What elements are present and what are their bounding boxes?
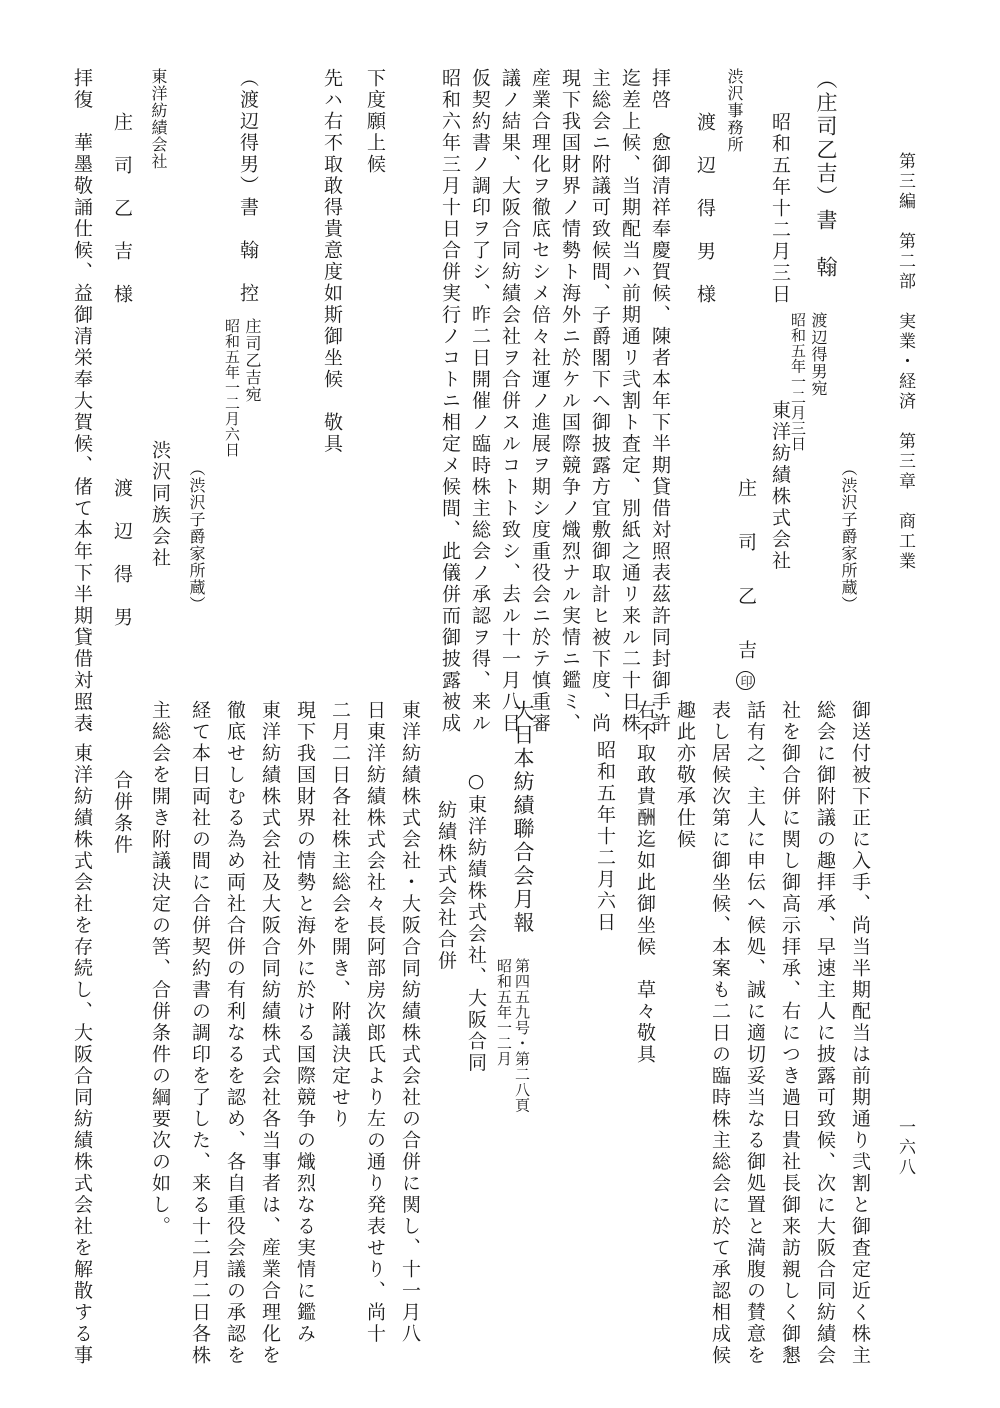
- letter2-line: 右不取敢貴酬迄如此御坐候 草々敬具: [634, 700, 656, 1066]
- letter1-line: 議ノ結果、大阪合同紡績会社ヲ合併スルコトト致シ、去ル十一月八日: [499, 68, 521, 735]
- letter1-line: 主総会ニ附議可致候間、子爵閣下ヘ御披露方宜敷御取計ヒ被下度、尚: [589, 68, 611, 735]
- letter2-line: 御送付被下正に入手、尚当半期配当は前期通り弐割と御査定近く株主: [849, 700, 871, 1367]
- report-meta-date: 昭和五年一二月: [495, 958, 513, 1067]
- letter1-line: 産業合理化ヲ徹底セシメ倍々社運ノ進展ヲ期シ度重役会ニ於テ慎重審: [529, 68, 551, 735]
- letter2-recipient-name: 庄 司 乙 吉 様: [111, 112, 133, 306]
- report-headline: ○東洋紡績株式会社、大阪合同: [465, 770, 487, 1074]
- letter1-to: 渡辺得男宛: [809, 312, 828, 397]
- seal-mark: 印: [736, 671, 755, 690]
- report-title: 大日本紡績聯合会月報: [511, 700, 535, 935]
- letter2-source-note: （渋沢子爵家所蔵）: [187, 460, 206, 613]
- report-line: 主総会を開き附議決定の筈、合併条件の綱要次の如し。: [149, 700, 171, 1238]
- condition-item: 一、東洋紡績株式会社を存続し、大阪合同紡績株式会社を解散する事: [71, 700, 93, 1367]
- letter2-title: （渡辺得男）書 翰 控: [237, 68, 259, 305]
- letter1-date-meta: 昭和五年一二月三日: [789, 312, 807, 452]
- report-line: 東洋紡績株式会社及大阪合同紡績株式会社各当事者は、産業合理化を: [259, 700, 281, 1367]
- letter1-author-name: 庄 司 乙 吉: [735, 478, 757, 667]
- letter1-author: [736, 478, 755, 690]
- letter2-line: 話有之、主人に申伝へ候処、誠に適切妥当なる御処置と満腹の賛意を: [744, 700, 766, 1367]
- letter1-line: 下度願上候: [364, 68, 386, 176]
- letter1-company: 東洋紡績株式会社: [769, 400, 791, 572]
- letter2-line: 趣此亦敬承仕候: [674, 700, 696, 851]
- letter1-line: 現下我国財界ノ情勢ト海外ニ於ケル国際競争ノ熾烈ナル実情ニ鑑ミ、: [559, 68, 581, 735]
- letter1-line: 昭和六年三月十日合併実行ノコトニ相定メ候間、此儀併而御披露被成: [439, 68, 461, 735]
- report-line: 経て本日両社の間に合併契約書の調印を了した、来る十二月二日各株: [189, 700, 211, 1367]
- report-line: 東洋紡績株式会社・大阪合同紡績株式会社の合併に関し、十一月八: [399, 700, 421, 1345]
- letter1-date: 昭和五年十二月三日: [769, 112, 791, 306]
- report-headline-2: 紡績株式会社合併: [435, 800, 457, 972]
- letter2-sender-name: 渡 辺 得 男: [111, 478, 133, 629]
- letter2-first-line: 拝復 華墨敬誦仕候、益御清栄奉大賀候、偖て本年下半期貸借対照表: [71, 68, 93, 735]
- letter1-line: 拝啓 愈御清祥奉慶賀候、陳者本年下半期貸借対照表茲許同封御手許: [649, 68, 671, 735]
- page-number: 一六八: [895, 1118, 915, 1178]
- letter2-date-meta: 昭和五年一二月六日: [223, 318, 241, 458]
- report-line: 日東洋紡績株式会社々長阿部房次郎氏より左の通り発表せり、尚十: [364, 700, 386, 1345]
- letter1-line: 仮契約書ノ調印ヲ了シ、昨二日開催ノ臨時株主総会ノ承認ヲ得、来ル: [469, 68, 491, 735]
- letter2-sender-org: 渋沢同族会社: [149, 440, 171, 569]
- report-meta-issue: 第四五九号・第二八頁: [513, 958, 531, 1113]
- letter2-line: 表し居候次第に御坐候、本案も二日の臨時株主総会に於て承認相成候: [709, 700, 731, 1367]
- letter1-recipient-office: 渋沢事務所: [725, 68, 744, 153]
- report-line: 徹底せしむる為め両社合併の有利なるを認め、各自重役会議の承認を: [224, 700, 246, 1367]
- letter1-line: 先ハ右不取敢得貴意度如斯御坐候 敬具: [321, 68, 343, 455]
- letter2-recipient-company: 東洋紡績会社: [149, 68, 168, 170]
- chapter-header: 第三編 第二部 実業・経済 第三章 商工業: [895, 152, 915, 572]
- letter1-line: 迄差上候、当期配当ハ前期通リ弐割ト査定、別紙之通リ来ル二十日株: [619, 68, 641, 735]
- letter1-recipient-name: 渡 辺 得 男 様: [694, 112, 716, 306]
- report-line: 現下我国財界の情勢と海外に於ける国際競争の熾烈なる実情に鑑み: [294, 700, 316, 1345]
- letter2-closing-date: 昭和五年十二月六日: [594, 740, 616, 934]
- letter1-title: （庄司乙吉）書 翰: [814, 68, 838, 280]
- report-line: 二月二日各社株主総会を開き、附議決定せり: [329, 700, 351, 1130]
- letter2-line: 社を御合併に関し御高示拝承、右につき過日貴社長御来訪親しく御懇: [779, 700, 801, 1367]
- letter1-source-note: （渋沢子爵家所蔵）: [839, 460, 858, 613]
- conditions-heading: 合併条件: [111, 770, 133, 856]
- letter2-to: 庄司乙吉宛: [243, 318, 262, 403]
- letter2-line: 総会に御附議の趣拝承、早速主人に披露可致候、次に大阪合同紡績会: [814, 700, 836, 1367]
